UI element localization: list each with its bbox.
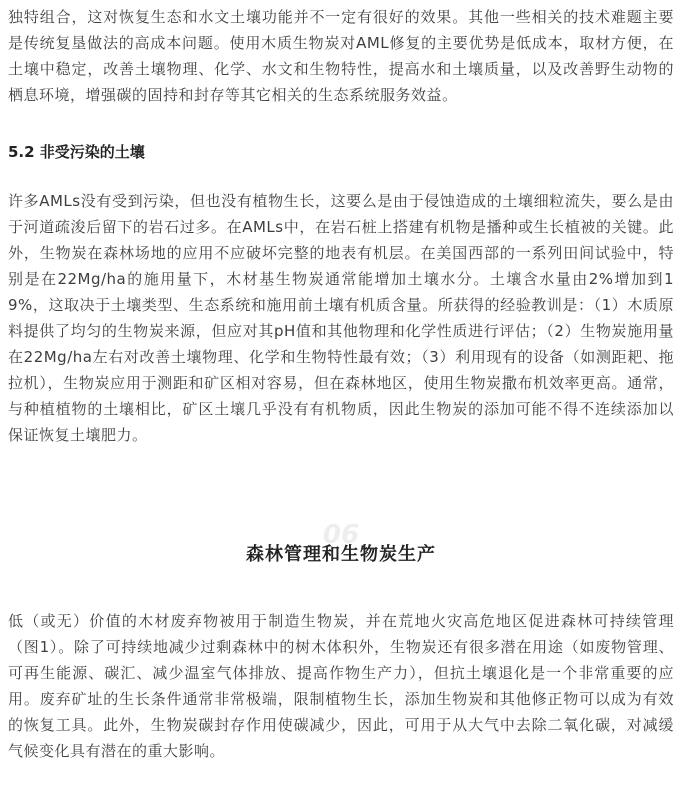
unpolluted-soil-paragraph: 许多AMLs没有受到污染，但也没有植物生长，这要么是由于侵蚀造成的土壤细粒流失，要么是由于河道疏浚后留下的岩石过多。在AMLs中，在岩石桩上搭建有机物是播种或生长植被的关键。此外，生物炭在森林场地的应用不应破坏完整的地表有机层。在美国西部的一系列田间试验中，特别是在22Mg/ha的施用量下，木材基生物炭通常能增加土壤水分。土壤含水量由2%增加到19%，这取决于土壤类型、生态系统和施用前土壤有机质含量。所获得的经验教训是：（1）木质原料提供了均匀的生物炭来源，但应对其pH值和其他物理和化学性质进行评估；（2）生物炭施用量在22Mg/ha左右对改善土壤物理、化学和生物特性最有效；（3）利用现有的设备（如测距耙、拖拉机），生物炭应用于测距和矿区相对容易，但在森林地区，使用生物炭撒布机效率更高。通常，与种植植物的土壤相比，矿区土壤几乎没有有机物质，因此生物炭的添加可能不得不连续添加以保证恢复土壤肥力。 — [8, 192, 674, 444]
section-header — [0, 520, 682, 590]
section-number-watermark: 06 — [322, 520, 360, 550]
subsection-heading: 5.2 非受污染的土壤 — [8, 143, 145, 161]
forest-management-paragraph: 低（或无）价值的木材废弃物被用于制造生物炭，并在荒地火灾高危地区促进森林可持续管理（图1）。除了可持续地减少过剩森林中的树木体积外，生物炭还有很多潜在用途（如废物管理、可再生能源、碳汇、减少温室气体排放、提高作物生产力），但抗土壤退化是一个非常重要的应用。废弃矿址的生长条件通常非常极端，限制植物生长，添加生物炭和其他修正物可以成为有效的恢复工具。此外，生物炭碳封存作用使碳减少，因此，可用于从大气中去除二氧化碳，对减缓气候变化具有潜在的重大影响。 — [8, 612, 674, 760]
intro-paragraph: 独特组合，这对恢复生态和水文土壤功能并不一定有很好的效果。其他一些相关的技术难题主要是传统复垦做法的高成本问题。使用木质生物炭对AML修复的主要优势是低成本，取材方便，在土壤中稳定，改善土壤物理、化学、水文和生物特性，提高水和土壤质量，以及改善野生动物的栖息环境，增强碳的固持和封存等其它相关的生态系统服务效益。 — [8, 8, 674, 104]
section-title: 森林管理和生物炭生产 — [246, 544, 436, 565]
